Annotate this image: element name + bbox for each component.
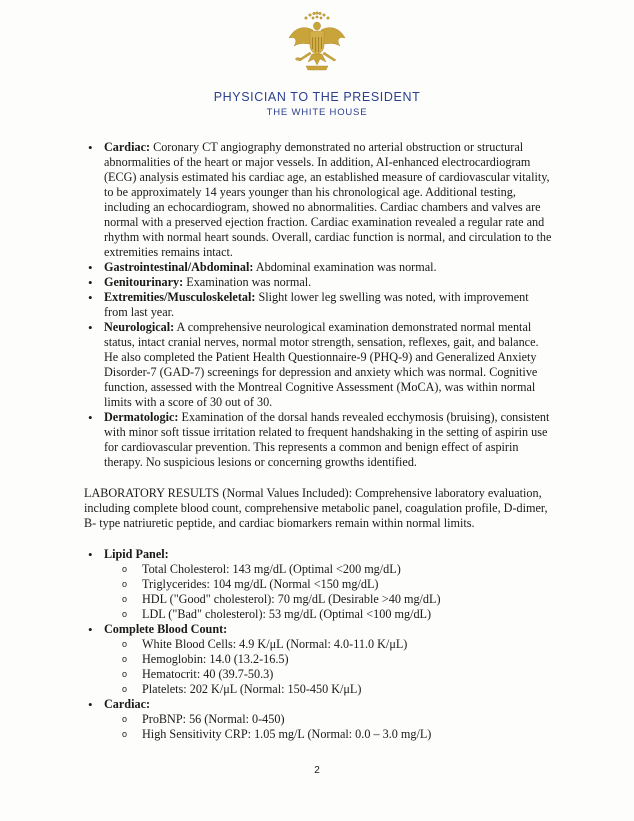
exam-item-genitourinary — [104, 275, 554, 290]
lab-panels-list — [84, 547, 554, 742]
exam-item-cardiac — [104, 140, 554, 260]
lab-panel-heading: Cardiac: — [104, 697, 151, 711]
exam-findings-list — [84, 140, 554, 470]
lab-panel-heading: Complete Blood Count: — [104, 622, 228, 636]
lab-value: o White Blood Cells: 4.9 K/μL (Normal: 4.0-11.0 K/μL) — [142, 637, 554, 652]
exam-heading: Neurological: — [104, 320, 175, 334]
lab-panel-lipid — [104, 547, 554, 622]
lab-value: o Hematocrit: 40 (39.7-50.3) — [142, 667, 554, 682]
lab-value: o Triglycerides: 104 mg/dL (Normal <150 mg/dL) — [142, 577, 554, 592]
lab-value: o Total Cholesterol: 143 mg/dL (Optimal <200 mg/dL) — [142, 562, 554, 577]
exam-item-gastrointestinal — [104, 260, 554, 275]
document-body — [84, 140, 554, 742]
lab-panel-heading: Lipid Panel: — [104, 547, 169, 561]
lab-values-list — [104, 712, 554, 742]
page-number: 2 — [314, 765, 320, 776]
exam-item-neurological — [104, 320, 554, 410]
exam-text: A comprehensive neurological examination demonstrated normal mental status, intact cranial nerves, normal motor strength, sensation, reflexes, gait, and balance. He also completed the Patient Health Questionnaire-9 (PHQ-9) and Generalized Anxiety Disorder-7 (GAD-7) screenings for depression and anxiety which was normal. Cognitive function, assessed with the Montreal Cognitive Assessment (MoCA), was within normal limits with a score of 30 out of 30. — [104, 320, 539, 409]
lab-value: o Hemoglobin: 14.0 (13.2-16.5) — [142, 652, 554, 667]
exam-item-extremities — [104, 290, 554, 320]
letterhead-title: PHYSICIAN TO THE PRESIDENT — [213, 90, 421, 104]
letterhead-subtitle: THE WHITE HOUSE — [266, 107, 368, 118]
exam-heading: Extremities/Musculoskeletal: — [104, 290, 256, 304]
presidential-seal-icon — [286, 10, 348, 76]
lab-values-list — [104, 637, 554, 697]
exam-text: Abdominal examination was normal. — [253, 260, 437, 274]
exam-text: Coronary CT angiography demonstrated no arterial obstruction or structural abnormalities of the heart or major vessels. In addition, AI-enhanced electrocardiogram (ECG) analysis estimated his cardiac age, an established measure of cardiovascular vitality, to be approximately 14 years younger than his chronological age. Additional testing, including an echocardiogram, showed no abnormalities. Cardiac chambers and valves are normal with a preserved ejection fraction. Cardiac examination revealed a regular rate and rhythm with normal heart sounds. Overall, cardiac function is normal, and circulation to the extremities remains intact. — [104, 140, 552, 259]
exam-heading: Gastrointestinal/Abdominal: — [104, 260, 254, 274]
exam-text: Slight lower leg swelling was noted, with improvement from last year. — [104, 290, 529, 319]
lab-values-list — [104, 562, 554, 622]
lab-value: o LDL ("Bad" cholesterol): 53 mg/dL (Optimal <100 mg/dL) — [142, 607, 554, 622]
exam-text: Examination was normal. — [183, 275, 312, 289]
exam-item-dermatologic — [104, 410, 554, 470]
lab-value: o HDL ("Good" cholesterol): 70 mg/dL (Desirable >40 mg/dL) — [142, 592, 554, 607]
exam-heading: Genitourinary: — [104, 275, 184, 289]
lab-value: o Platelets: 202 K/μL (Normal: 150-450 K/μL) — [142, 682, 554, 697]
exam-heading: Dermatologic: — [104, 410, 179, 424]
laboratory-results-intro: LABORATORY RESULTS (Normal Values Included): Comprehensive laboratory evaluation, including complete blood count, comprehensive metabolic panel, coagulation profile, D-dimer, B- type natriuretic peptide, and cardiac biomarkers remain within normal limits. — [84, 486, 548, 530]
lab-value: o ProBNP: 56 (Normal: 0-450) — [142, 712, 554, 727]
lab-panel-cbc — [104, 622, 554, 697]
exam-heading: Cardiac: — [104, 140, 151, 154]
lab-value: o High Sensitivity CRP: 1.05 mg/L (Normal: 0.0 – 3.0 mg/L) — [142, 727, 554, 742]
lab-panel-cardiac — [104, 697, 554, 742]
exam-text: Examination of the dorsal hands revealed ecchymosis (bruising), consistent with minor soft tissue irritation related to frequent handshaking in the setting of aspirin use for cardiovascular prevention. This represents a common and benign effect of aspirin therapy. No suspicious lesions or concerning growths identified. — [104, 410, 550, 469]
